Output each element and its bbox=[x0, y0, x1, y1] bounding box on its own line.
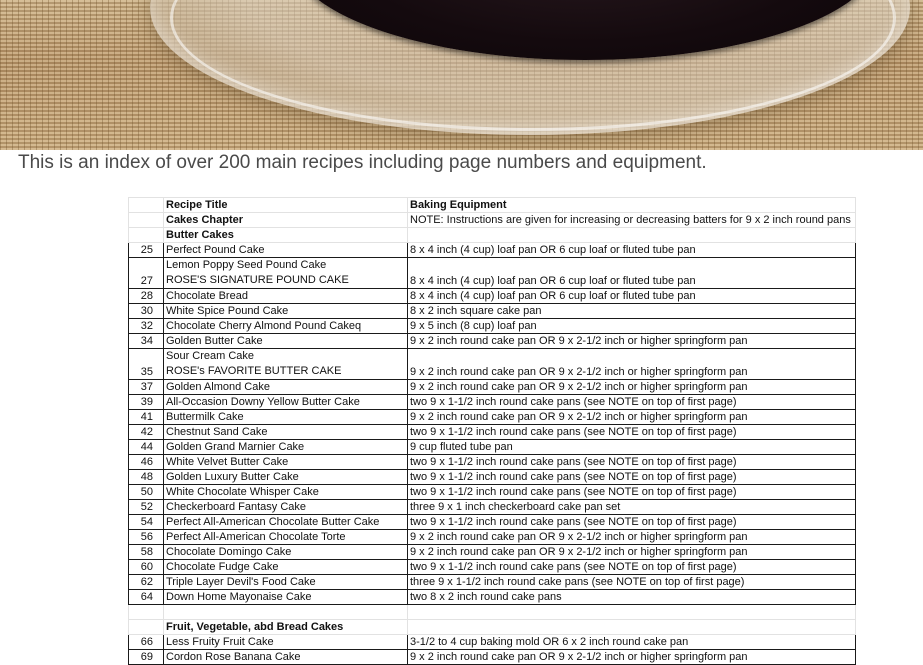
page-number: 34 bbox=[129, 334, 164, 349]
table-row bbox=[129, 380, 856, 395]
table-row bbox=[129, 485, 856, 500]
page-number: 32 bbox=[129, 319, 164, 334]
table-row bbox=[129, 258, 856, 289]
equipment-cell: two 9 x 1-1/2 inch round cake pans (see NOTE on top of first page) bbox=[408, 455, 856, 470]
recipe-variant: Sour Cream Cake bbox=[166, 350, 255, 362]
page-cell bbox=[129, 620, 164, 635]
equipment-cell: two 9 x 1-1/2 inch round cake pans (see NOTE on top of first page) bbox=[408, 395, 856, 410]
equipment-cell: three 9 x 1-1/2 inch round cake pans (see NOTE on top of first page) bbox=[408, 575, 856, 590]
table-row bbox=[129, 590, 856, 605]
equipment-cell: 9 x 2 inch round cake pan OR 9 x 2-1/2 inch or higher springform pan bbox=[408, 530, 856, 545]
table-row bbox=[129, 410, 856, 425]
table-row bbox=[129, 289, 856, 304]
recipe-title: Buttermilk Cake bbox=[164, 410, 408, 425]
equipment-cell: 9 x 2 inch round cake pan OR 9 x 2-1/2 inch or higher springform pan bbox=[408, 334, 856, 349]
equipment-cell: 8 x 4 inch (4 cup) loaf pan OR 6 cup loaf or fluted tube pan bbox=[408, 289, 856, 304]
page-cell bbox=[129, 213, 164, 228]
equipment-cell: 9 cup fluted tube pan bbox=[408, 440, 856, 455]
empty-cell bbox=[164, 605, 408, 620]
table-row bbox=[129, 349, 856, 380]
recipe-title: Chocolate Bread bbox=[164, 289, 408, 304]
table-row bbox=[129, 635, 856, 650]
recipe-title: Perfect All-American Chocolate Butter Cake bbox=[164, 515, 408, 530]
recipe-title bbox=[164, 349, 408, 380]
header-equipment: Baking Equipment bbox=[408, 198, 856, 213]
equipment-cell: 9 x 2 inch round cake pan OR 9 x 2-1/2 inch or higher springform pan bbox=[408, 650, 856, 665]
spacer-row bbox=[129, 605, 856, 620]
page-number: 42 bbox=[129, 425, 164, 440]
recipe-title: Less Fruity Fruit Cake bbox=[164, 635, 408, 650]
page-number: 30 bbox=[129, 304, 164, 319]
table-row bbox=[129, 650, 856, 665]
page-cell bbox=[129, 228, 164, 243]
page-number: 48 bbox=[129, 470, 164, 485]
recipe-title: Perfect Pound Cake bbox=[164, 243, 408, 258]
equipment-cell: 9 x 2 inch round cake pan OR 9 x 2-1/2 inch or higher springform pan bbox=[408, 349, 856, 380]
page-number: 66 bbox=[129, 635, 164, 650]
table-row bbox=[129, 319, 856, 334]
table-row bbox=[129, 455, 856, 470]
equipment-cell: two 9 x 1-1/2 inch round cake pans (see NOTE on top of first page) bbox=[408, 425, 856, 440]
page-number: 39 bbox=[129, 395, 164, 410]
recipe-title: All-Occasion Downy Yellow Butter Cake bbox=[164, 395, 408, 410]
equipment-cell: 9 x 2 inch round cake pan OR 9 x 2-1/2 inch or higher springform pan bbox=[408, 410, 856, 425]
recipe-title: Down Home Mayonaise Cake bbox=[164, 590, 408, 605]
recipe-name: ROSE'S SIGNATURE POUND CAKE bbox=[166, 274, 349, 286]
equipment-cell: 8 x 2 inch square cake pan bbox=[408, 304, 856, 319]
recipe-title: Chestnut Sand Cake bbox=[164, 425, 408, 440]
page-number: 62 bbox=[129, 575, 164, 590]
hero-photo bbox=[0, 0, 923, 150]
table-row bbox=[129, 500, 856, 515]
page-number: 46 bbox=[129, 455, 164, 470]
table-row bbox=[129, 515, 856, 530]
recipe-title: Chocolate Domingo Cake bbox=[164, 545, 408, 560]
section-row bbox=[129, 620, 856, 635]
empty-cell bbox=[129, 605, 164, 620]
page-cell bbox=[129, 198, 164, 213]
recipe-name: ROSE's FAVORITE BUTTER CAKE bbox=[166, 365, 342, 377]
header-title: Recipe Title bbox=[164, 198, 408, 213]
equipment-cell: 9 x 2 inch round cake pan OR 9 x 2-1/2 inch or higher springform pan bbox=[408, 545, 856, 560]
page-number: 58 bbox=[129, 545, 164, 560]
recipe-title: Perfect All-American Chocolate Torte bbox=[164, 530, 408, 545]
section-row bbox=[129, 228, 856, 243]
equipment-cell: two 8 x 2 inch round cake pans bbox=[408, 590, 856, 605]
page-number: 35 bbox=[129, 349, 164, 380]
table-row bbox=[129, 395, 856, 410]
page-number: 41 bbox=[129, 410, 164, 425]
page-number: 50 bbox=[129, 485, 164, 500]
equipment-cell: 9 x 2 inch round cake pan OR 9 x 2-1/2 inch or higher springform pan bbox=[408, 380, 856, 395]
page-number: 52 bbox=[129, 500, 164, 515]
page-number: 37 bbox=[129, 380, 164, 395]
chapter-note: NOTE: Instructions are given for increasing or decreasing batters for 9 x 2 inch round pans bbox=[408, 213, 856, 228]
empty-cell bbox=[408, 605, 856, 620]
page-number: 56 bbox=[129, 530, 164, 545]
recipe-title: Golden Butter Cake bbox=[164, 334, 408, 349]
equipment-cell: two 9 x 1-1/2 inch round cake pans (see NOTE on top of first page) bbox=[408, 470, 856, 485]
recipe-title: Checkerboard Fantasy Cake bbox=[164, 500, 408, 515]
recipe-index-table bbox=[128, 197, 856, 665]
recipe-title: White Spice Pound Cake bbox=[164, 304, 408, 319]
equipment-cell: 8 x 4 inch (4 cup) loaf pan OR 6 cup loaf or fluted tube pan bbox=[408, 243, 856, 258]
intro-text: This is an index of over 200 main recipes including page numbers and equipment. bbox=[18, 152, 707, 173]
table-row bbox=[129, 425, 856, 440]
equipment-cell: 9 x 5 inch (8 cup) loaf pan bbox=[408, 319, 856, 334]
recipe-title: White Chocolate Whisper Cake bbox=[164, 485, 408, 500]
chapter-row bbox=[129, 213, 856, 228]
page-number: 54 bbox=[129, 515, 164, 530]
table-row bbox=[129, 560, 856, 575]
table-row bbox=[129, 470, 856, 485]
table-row bbox=[129, 243, 856, 258]
page-number: 25 bbox=[129, 243, 164, 258]
recipe-title: Chocolate Fudge Cake bbox=[164, 560, 408, 575]
page-number: 64 bbox=[129, 590, 164, 605]
recipe-title: Chocolate Cherry Almond Pound Cakeq bbox=[164, 319, 408, 334]
recipe-title: Golden Luxury Butter Cake bbox=[164, 470, 408, 485]
section-title: Butter Cakes bbox=[164, 228, 408, 243]
page-number: 28 bbox=[129, 289, 164, 304]
equipment-cell: 8 x 4 inch (4 cup) loaf pan OR 6 cup loaf or fluted tube pan bbox=[408, 258, 856, 289]
recipe-variant: Lemon Poppy Seed Pound Cake bbox=[166, 259, 327, 271]
equipment-cell bbox=[408, 620, 856, 635]
table-row bbox=[129, 575, 856, 590]
table-row bbox=[129, 334, 856, 349]
chapter-title: Cakes Chapter bbox=[164, 213, 408, 228]
table-row bbox=[129, 440, 856, 455]
page-number: 60 bbox=[129, 560, 164, 575]
page-number: 27 bbox=[129, 258, 164, 289]
header-row bbox=[129, 198, 856, 213]
recipe-title: Triple Layer Devil's Food Cake bbox=[164, 575, 408, 590]
equipment-cell: 3-1/2 to 4 cup baking mold OR 6 x 2 inch round cake pan bbox=[408, 635, 856, 650]
page-number: 44 bbox=[129, 440, 164, 455]
equipment-cell bbox=[408, 228, 856, 243]
section-title: Fruit, Vegetable, abd Bread Cakes bbox=[164, 620, 408, 635]
recipe-title bbox=[164, 258, 408, 289]
equipment-cell: two 9 x 1-1/2 inch round cake pans (see NOTE on top of first page) bbox=[408, 485, 856, 500]
recipe-title: Golden Grand Marnier Cake bbox=[164, 440, 408, 455]
recipe-title: White Velvet Butter Cake bbox=[164, 455, 408, 470]
recipe-title: Golden Almond Cake bbox=[164, 380, 408, 395]
recipe-title: Cordon Rose Banana Cake bbox=[164, 650, 408, 665]
equipment-cell: two 9 x 1-1/2 inch round cake pans (see NOTE on top of first page) bbox=[408, 515, 856, 530]
table-row bbox=[129, 545, 856, 560]
page-number: 69 bbox=[129, 650, 164, 665]
table-row bbox=[129, 530, 856, 545]
table-row bbox=[129, 304, 856, 319]
equipment-cell: two 9 x 1-1/2 inch round cake pans (see NOTE on top of first page) bbox=[408, 560, 856, 575]
equipment-cell: three 9 x 1 inch checkerboard cake pan set bbox=[408, 500, 856, 515]
